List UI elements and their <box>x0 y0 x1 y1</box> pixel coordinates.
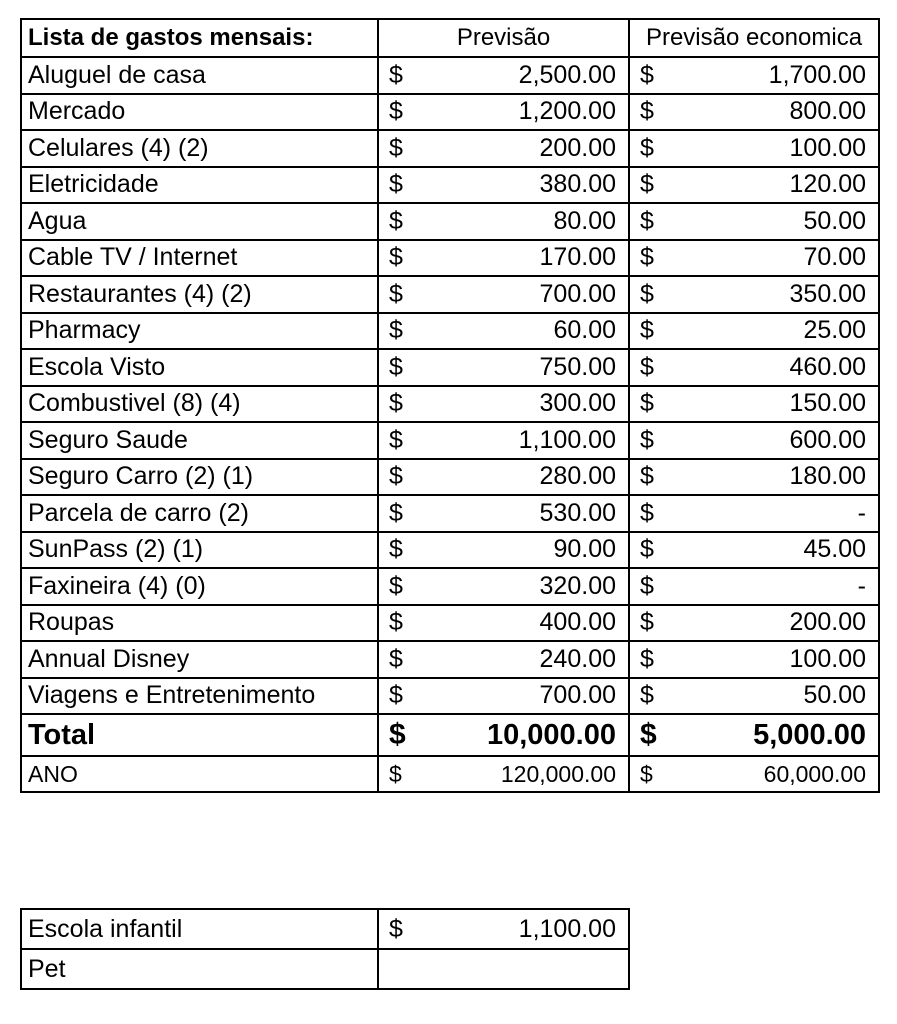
currency-symbol: $ <box>389 389 403 418</box>
previsao-cell <box>378 678 629 715</box>
amount-value: 700.00 <box>539 681 616 710</box>
total-label: Total <box>21 714 378 756</box>
previsao-economica-cell <box>629 678 879 715</box>
table-row <box>21 276 879 313</box>
currency-symbol: $ <box>640 352 654 381</box>
previsao-economica-cell <box>629 532 879 569</box>
amount-value: 100.00 <box>789 133 866 162</box>
currency-symbol: $ <box>640 462 654 491</box>
table-row <box>21 949 629 989</box>
previsao-cell <box>378 532 629 569</box>
previsao-cell <box>378 313 629 350</box>
previsao-economica-cell <box>629 276 879 313</box>
table-row <box>21 678 879 715</box>
currency-symbol: $ <box>640 498 654 527</box>
previsao-economica-cell <box>629 130 879 167</box>
amount-value: - <box>857 571 866 600</box>
table-row <box>21 422 879 459</box>
table-title: Lista de gastos mensais: <box>21 19 378 57</box>
previsao-cell <box>378 240 629 277</box>
currency-symbol: $ <box>640 644 654 673</box>
expense-label: Celulares (4) (2) <box>21 130 378 167</box>
currency-symbol: $ <box>640 206 654 235</box>
expense-label: SunPass (2) (1) <box>21 532 378 569</box>
previsao-economica-cell <box>629 459 879 496</box>
amount-value: 170.00 <box>539 243 616 272</box>
table-row <box>21 568 879 605</box>
amount-value: 280.00 <box>539 462 616 491</box>
previsao-cell <box>378 167 629 204</box>
previsao-cell <box>378 349 629 386</box>
amount-value: 180.00 <box>789 462 866 491</box>
table-row <box>21 313 879 350</box>
currency-symbol: $ <box>640 718 657 751</box>
amount-value: 240.00 <box>539 644 616 673</box>
currency-symbol: $ <box>389 425 403 454</box>
expense-label: Viagens e Entretenimento <box>21 678 378 715</box>
currency-symbol: $ <box>389 316 403 345</box>
column-header-previsao: Previsão <box>378 19 629 57</box>
total-previsao-cell <box>378 714 629 756</box>
amount-value: 460.00 <box>789 352 866 381</box>
amount-value: 350.00 <box>789 279 866 308</box>
amount-value: 70.00 <box>803 243 866 272</box>
expense-label: Agua <box>21 203 378 240</box>
currency-symbol: $ <box>640 571 654 600</box>
previsao-cell <box>378 276 629 313</box>
amount-value: 120,000.00 <box>500 760 616 787</box>
currency-symbol: $ <box>640 681 654 710</box>
table-row <box>21 641 879 678</box>
amount-value: 300.00 <box>539 389 616 418</box>
table-row <box>21 495 879 532</box>
amount-value: 750.00 <box>539 352 616 381</box>
previsao-economica-cell <box>629 568 879 605</box>
previsao-cell <box>378 641 629 678</box>
currency-symbol: $ <box>640 279 654 308</box>
extra-value-cell <box>378 909 629 949</box>
currency-symbol: $ <box>640 608 654 637</box>
previsao-economica-cell <box>629 495 879 532</box>
currency-symbol: $ <box>640 535 654 564</box>
amount-value: 530.00 <box>539 498 616 527</box>
expense-label: Mercado <box>21 94 378 131</box>
table-row <box>21 386 879 423</box>
table-row <box>21 349 879 386</box>
amount-value: 120.00 <box>789 170 866 199</box>
total-row <box>21 714 879 756</box>
table-row <box>21 532 879 569</box>
currency-symbol: $ <box>389 279 403 308</box>
previsao-cell <box>378 57 629 94</box>
expense-label: Seguro Carro (2) (1) <box>21 459 378 496</box>
previsao-cell <box>378 459 629 496</box>
table-row <box>21 240 879 277</box>
expense-label: Seguro Saude <box>21 422 378 459</box>
table-row <box>21 459 879 496</box>
currency-symbol: $ <box>389 97 403 126</box>
table-row <box>21 94 879 131</box>
amount-value: 80.00 <box>553 206 616 235</box>
table-row <box>21 909 629 949</box>
amount-value: 700.00 <box>539 279 616 308</box>
total-previsao-economica-cell <box>629 714 879 756</box>
currency-symbol: $ <box>389 170 403 199</box>
previsao-cell <box>378 94 629 131</box>
currency-symbol: $ <box>640 170 654 199</box>
table-row <box>21 605 879 642</box>
currency-symbol: $ <box>389 206 403 235</box>
previsao-economica-cell <box>629 422 879 459</box>
currency-symbol: $ <box>389 60 403 89</box>
previsao-cell <box>378 495 629 532</box>
previsao-economica-cell <box>629 57 879 94</box>
extra-value-cell <box>378 949 629 989</box>
amount-value: 380.00 <box>539 170 616 199</box>
amount-value: 5,000.00 <box>753 718 866 751</box>
currency-symbol: $ <box>389 644 403 673</box>
expense-label: Aluguel de casa <box>21 57 378 94</box>
currency-symbol: $ <box>640 760 653 787</box>
currency-symbol: $ <box>389 352 403 381</box>
ano-row <box>21 756 879 792</box>
expense-label: Restaurantes (4) (2) <box>21 276 378 313</box>
currency-symbol: $ <box>389 571 403 600</box>
currency-symbol: $ <box>640 60 654 89</box>
previsao-economica-cell <box>629 605 879 642</box>
previsao-economica-cell <box>629 203 879 240</box>
expense-label: Roupas <box>21 605 378 642</box>
amount-value: 60,000.00 <box>763 760 866 787</box>
amount-value: 60.00 <box>553 316 616 345</box>
amount-value: 50.00 <box>803 681 866 710</box>
previsao-economica-cell <box>629 94 879 131</box>
expenses-table <box>20 18 880 793</box>
ano-previsao-economica-cell <box>629 756 879 792</box>
table-row <box>21 203 879 240</box>
extra-label: Pet <box>21 949 378 989</box>
amount-value: 200.00 <box>539 133 616 162</box>
currency-symbol: $ <box>389 914 403 943</box>
amount-value: 200.00 <box>789 608 866 637</box>
currency-symbol: $ <box>389 133 403 162</box>
extra-expenses-table <box>20 908 630 990</box>
table-row <box>21 167 879 204</box>
previsao-cell <box>378 568 629 605</box>
currency-symbol: $ <box>389 608 403 637</box>
amount-value: 50.00 <box>803 206 866 235</box>
amount-value: 45.00 <box>803 535 866 564</box>
currency-symbol: $ <box>389 681 403 710</box>
amount-value: 400.00 <box>539 608 616 637</box>
column-header-previsao-economica: Previsão economica <box>629 19 879 57</box>
amount-value: 25.00 <box>803 316 866 345</box>
previsao-cell <box>378 203 629 240</box>
amount-value: 150.00 <box>789 389 866 418</box>
currency-symbol: $ <box>389 462 403 491</box>
previsao-cell <box>378 422 629 459</box>
expense-label: Escola Visto <box>21 349 378 386</box>
previsao-economica-cell <box>629 349 879 386</box>
currency-symbol: $ <box>389 535 403 564</box>
previsao-economica-cell <box>629 167 879 204</box>
currency-symbol: $ <box>640 97 654 126</box>
expense-label: Eletricidade <box>21 167 378 204</box>
currency-symbol: $ <box>640 389 654 418</box>
amount-value: - <box>857 498 866 527</box>
previsao-economica-cell <box>629 240 879 277</box>
amount-value: 1,100.00 <box>518 914 616 943</box>
previsao-economica-cell <box>629 386 879 423</box>
ano-previsao-cell <box>378 756 629 792</box>
amount-value: 600.00 <box>789 425 866 454</box>
currency-symbol: $ <box>640 316 654 345</box>
amount-value: 90.00 <box>553 535 616 564</box>
currency-symbol: $ <box>640 243 654 272</box>
extra-label: Escola infantil <box>21 909 378 949</box>
amount-value: 10,000.00 <box>486 718 616 751</box>
amount-value: 800.00 <box>789 97 866 126</box>
expense-label: Pharmacy <box>21 313 378 350</box>
amount-value: 1,200.00 <box>518 97 616 126</box>
previsao-economica-cell <box>629 313 879 350</box>
table-row <box>21 130 879 167</box>
amount-value: 2,500.00 <box>518 60 616 89</box>
expense-label: Cable TV / Internet <box>21 240 378 277</box>
amount-value: 1,100.00 <box>518 425 616 454</box>
currency-symbol: $ <box>389 718 406 751</box>
amount-value: 1,700.00 <box>768 60 866 89</box>
previsao-economica-cell <box>629 641 879 678</box>
amount-value: 100.00 <box>789 644 866 673</box>
ano-label: ANO <box>21 756 378 792</box>
currency-symbol: $ <box>389 498 403 527</box>
currency-symbol: $ <box>640 133 654 162</box>
currency-symbol: $ <box>389 760 402 787</box>
currency-symbol: $ <box>389 243 403 272</box>
amount-value: 320.00 <box>539 571 616 600</box>
expense-label: Combustivel (8) (4) <box>21 386 378 423</box>
expense-label: Faxineira (4) (0) <box>21 568 378 605</box>
table-row <box>21 57 879 94</box>
previsao-cell <box>378 605 629 642</box>
expense-label: Parcela de carro (2) <box>21 495 378 532</box>
header-row <box>21 19 879 57</box>
expense-label: Annual Disney <box>21 641 378 678</box>
currency-symbol: $ <box>640 425 654 454</box>
previsao-cell <box>378 386 629 423</box>
previsao-cell <box>378 130 629 167</box>
